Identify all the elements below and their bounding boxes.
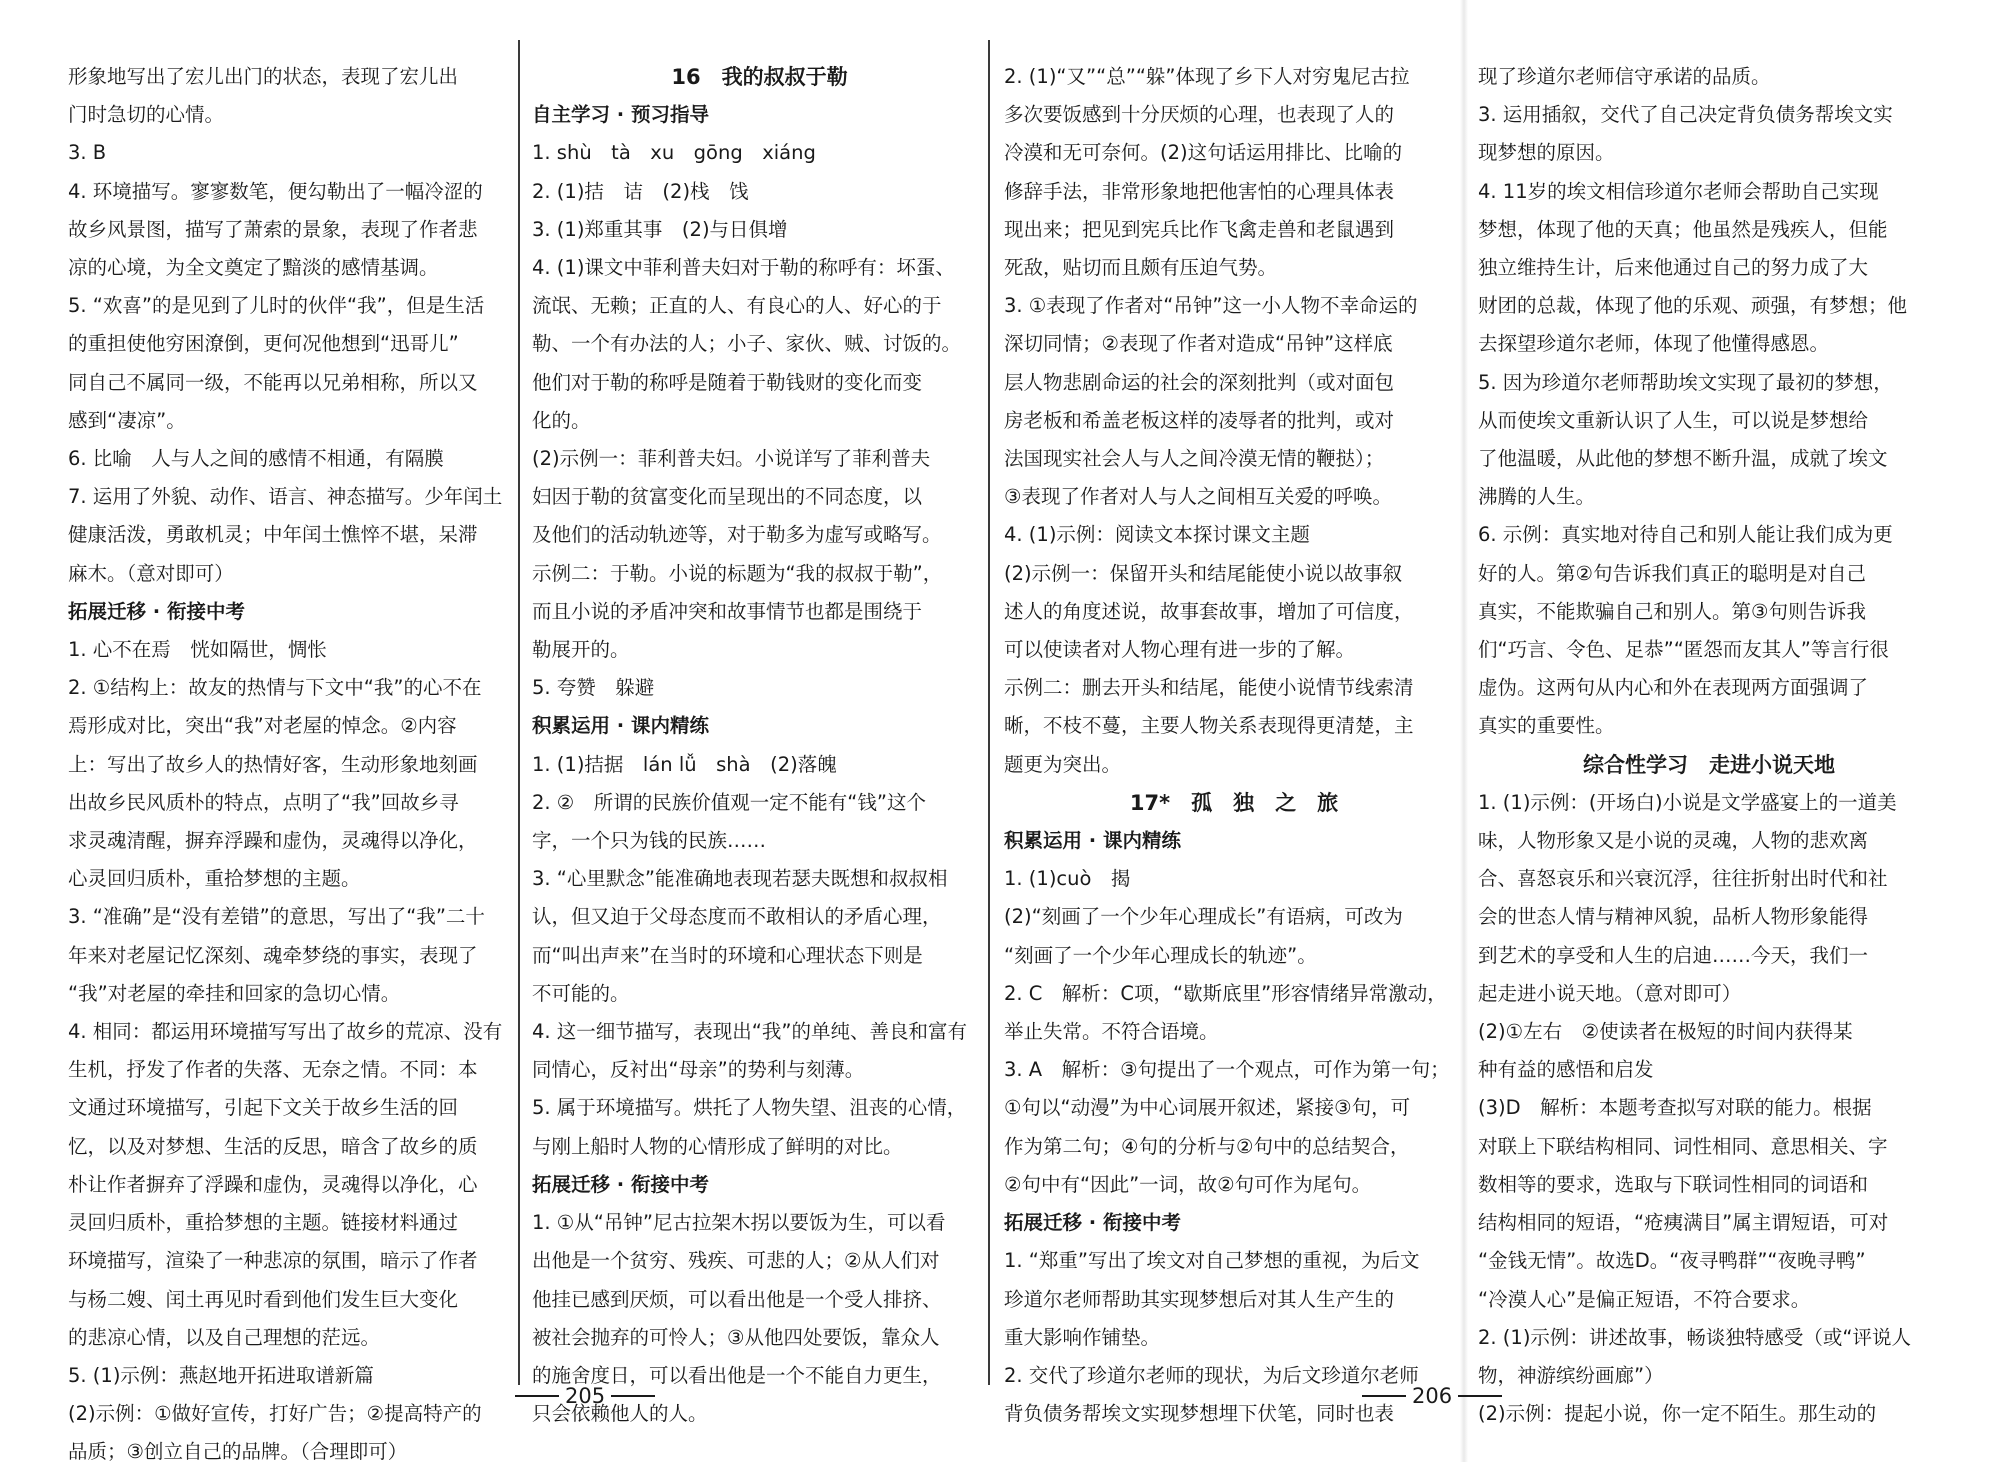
text-line: 2. 交代了珍道尔老师的现状，为后文珍道尔老师	[1004, 1363, 1419, 1387]
text-line: 麻木。（意对即可）	[68, 561, 234, 585]
section-title-16: 16 我的叔叔于勒	[671, 65, 848, 89]
text-line: 求灵魂清醒，摒弃浮躁和虚伪，灵魂得以净化，	[68, 829, 478, 853]
text-line: 生机，抒发了作者的失落、无奈之情。不同：本	[68, 1058, 478, 1082]
text-line: 现了珍道尔老师信守承诺的品质。	[1478, 65, 1771, 88]
text-line: 们“巧言、令色、足恭”“匿怨而友其人”等言行很	[1478, 638, 1889, 662]
text-line: 结构相同的短语，“疮痍满目”属主谓短语，可对	[1478, 1211, 1889, 1235]
text-line: 品质；③创立自己的品牌。（合理即可）	[68, 1440, 408, 1464]
text-line: 3. A 解析：③句提出了一个观点，可作为第一句；	[1004, 1058, 1450, 1082]
text-line: 去探望珍道尔老师，体现了他懂得感恩。	[1478, 332, 1830, 356]
text-line: 同自己不属同一级，不能再以兄弟相称，所以又	[68, 370, 478, 394]
text-line: 5. “欢喜”的是见到了儿时的伙伴“我”，但是生活	[68, 294, 485, 318]
text-line: ③表现了作者对人与人之间相互关爱的呼唤。	[1004, 485, 1392, 509]
text-line: 真实的重要性。	[1478, 714, 1615, 738]
text-line: 焉形成对比，突出“我”对老屋的悼念。②内容	[68, 714, 457, 738]
text-line: 深切同情；②表现了作者对造成“吊钟”这样底	[1004, 332, 1393, 356]
text-line: 7. 运用了外貌、动作、语言、神态描写。少年闰土	[68, 485, 503, 509]
text-line: (2)示例一：保留开头和结尾能使小说以故事叙	[1004, 561, 1403, 585]
text-line: (2)示例：提起小说，你一定不陌生。那生动的	[1478, 1402, 1877, 1426]
text-line: 健康活泼，勇敢机灵；中年闰土憔悴不堪，呆滞	[68, 523, 478, 547]
text-line: 2. (1)示例：讲述故事，畅谈独特感受（或“评说人	[1478, 1325, 1912, 1349]
text-line: 数相等的要求，选取与下联词性相同的词语和	[1478, 1172, 1869, 1196]
text-line: 与杨二嫂、闰土再见时看到他们发生巨大变化	[68, 1287, 459, 1311]
text-line: 种有益的感悟和启发	[1478, 1058, 1654, 1082]
text-line: 灵回归质朴，重拾梦想的主题。链接材料通过	[68, 1211, 459, 1235]
text-line: 房老板和希盖老板这样的凌辱者的批判，或对	[1004, 408, 1395, 432]
text-line: 独立维持生计，后来他通过自己的努力成了大	[1478, 256, 1869, 280]
text-line: 1. “郑重”写出了埃文对自己梦想的重视，为后文	[1004, 1249, 1420, 1273]
text-line: 4. (1)示例：阅读文本探讨课文主题	[1004, 523, 1310, 547]
text-line: 2. (1)“又”“总”“躲”体现了乡下人对穷鬼尼古拉	[1004, 65, 1410, 88]
text-line: 5. 属于环境描写。烘托了人物失望、沮丧的心情，	[532, 1096, 967, 1120]
text-line: 味，人物形象又是小说的灵魂，人物的悲欢离	[1478, 829, 1869, 853]
text-line: 1. (1)示例：(开场白)小说是文学盛宴上的一道美	[1478, 790, 1897, 814]
subsection-heading: 拓展迁移 · 衔接中考	[68, 599, 245, 623]
text-line: 合、喜怒哀乐和兴衰沉浮，往往折射出时代和社	[1478, 867, 1888, 891]
text-line: 4. 环境描写。寥寥数笔，便勾勒出了一幅冷涩的	[68, 179, 483, 203]
text-line: 年来对老屋记忆深刻、魂牵梦绕的事实，表现了	[68, 943, 478, 967]
text-line: 及他们的活动轨迹等，对于勒多为虚写或略写。	[532, 523, 942, 547]
text-line: 背负债务帮埃文实现梦想埋下伏笔，同时也表	[1004, 1402, 1395, 1426]
text-line: 梦想，体现了他的天真；他虽然是残疾人，但能	[1478, 217, 1888, 241]
text-line: 示例二：删去开头和结尾，能使小说情节线索清	[1004, 676, 1414, 700]
text-line: 2. (1)拮 诘 (2)栈 饯	[532, 179, 749, 203]
text-line: 1. shù tà xu gōng xiáng	[532, 141, 816, 165]
text-line: 法国现实社会人与人之间冷漠无情的鞭挞）；	[1004, 447, 1385, 471]
text-line: 1. ①从“吊钟”尼古拉架木拐以要饭为生，可以看	[532, 1211, 946, 1235]
text-line: 6. 示例：真实地对待自己和别人能让我们成为更	[1478, 523, 1893, 547]
text-line: 化的。	[532, 408, 591, 432]
text-line: (2)“刻画了一个少年心理成长”有语病，可改为	[1004, 905, 1403, 929]
text-line: 他挂已感到厌烦，可以看出他是一个受人排挤、	[532, 1287, 942, 1311]
text-line: 重大影响作铺垫。	[1004, 1325, 1161, 1349]
text-line: 2. ② 所谓的民族价值观一定不能有“钱”这个	[532, 790, 926, 814]
text-line: (2)示例一：菲利普夫妇。小说详写了菲利普夫	[532, 447, 931, 471]
page-number-left: 205	[515, 1384, 655, 1408]
text-line: (2)示例：①做好宣传，打好广告；②提高特产的	[68, 1402, 482, 1426]
subsection-heading: 拓展迁移 · 衔接中考	[1004, 1211, 1181, 1235]
text-line: 3. “心里默念”能准确地表现若瑟夫既想和叔叔相	[532, 867, 948, 891]
text-line: 物，神游缤纷画廊”）	[1478, 1363, 1664, 1387]
column-1	[68, 58, 516, 1472]
section-title: 综合性学习 走进小说天地	[1583, 752, 1835, 777]
text-line: 与刚上船时人物的心情形成了鲜明的对比。	[532, 1134, 903, 1158]
text-line: 5. (1)示例：燕赵地开拓进取谱新篇	[68, 1363, 374, 1387]
text-line: 认，但又迫于父母态度而不敢相认的矛盾心理，	[532, 905, 942, 929]
text-line: 作为第二句；④句的分析与②句中的总结契合，	[1004, 1134, 1410, 1158]
text-line: 珍道尔老师帮助其实现梦想后对其人生产生的	[1004, 1287, 1395, 1311]
text-line: 1. (1)拮据 lán lǚ shà (2)落魄	[532, 752, 837, 776]
text-line: (2)①左右 ②使读者在极短的时间内获得某	[1478, 1020, 1853, 1044]
text-line: 勒展开的。	[532, 638, 630, 662]
text-line: 他们对于勒的称呼是随着于勒钱财的变化而变	[532, 370, 923, 394]
text-line: 虚伪。这两句从内心和外在表现两方面强调了	[1478, 676, 1869, 700]
text-line: 会的世态人情与精神风貌，品析人物形象能得	[1478, 905, 1869, 929]
text-line: 朴让作者摒弃了浮躁和虚伪，灵魂得以净化，心	[68, 1172, 478, 1196]
text-line: 而且小说的矛盾冲突和故事情节也都是围绕于	[532, 599, 923, 623]
text-line: 1. (1)cuò 揭	[1004, 867, 1131, 891]
text-line: 出故乡民风质朴的特点，点明了“我”回故乡寻	[68, 790, 459, 814]
text-line: 忆，以及对梦想、生活的反思，暗含了故乡的质	[68, 1134, 478, 1158]
column-2-body	[532, 96, 987, 1433]
text-line: 从而使埃文重新认识了人生，可以说是梦想给	[1478, 408, 1869, 432]
text-line: 4. 相同：都运用环境描写写出了故乡的荒凉、没有	[68, 1020, 503, 1044]
text-line: 现出来；把见到宪兵比作飞禽走兽和老鼠遇到	[1004, 217, 1395, 241]
text-line: 举止失常。不符合语境。	[1004, 1020, 1219, 1044]
text-line: 上：写出了故乡人的热情好客，生动形象地刻画	[68, 752, 478, 776]
column-2	[532, 58, 987, 1433]
text-line: 冷漠和无可奈何。(2)这句话运用排比、比喻的	[1004, 141, 1403, 165]
text-line: (3)D 解析：本题考查拟写对联的能力。根据	[1478, 1096, 1872, 1120]
text-line: 修辞手法，非常形象地把他害怕的心理具体表	[1004, 179, 1395, 203]
text-line: “金钱无情”。故选D。“夜寻鸭群”“夜晚寻鸭”	[1478, 1249, 1866, 1273]
text-line: 4. (1)课文中菲利普夫妇对于勒的称呼有：坏蛋、	[532, 256, 955, 280]
text-line: 勒、一个有办法的人；小子、家伙、贼、讨饭的。	[532, 332, 962, 356]
text-line: 的重担使他穷困潦倒，更何况他想到“迅哥儿”	[68, 332, 459, 356]
text-line: 故乡风景图，描写了萧索的景象，表现了作者悲	[68, 217, 478, 241]
text-line: 真实，不能欺骗自己和别人。第③句则告诉我	[1478, 599, 1866, 623]
text-line: 现梦想的原因。	[1478, 141, 1615, 165]
text-line: 被社会抛弃的可怜人；③从他四处要饭，靠众人	[532, 1325, 940, 1349]
text-line: 的悲凉心情，以及自己理想的茫远。	[68, 1325, 381, 1349]
text-line: ②句中有“因此”一词，故②句可作为尾句。	[1004, 1172, 1372, 1196]
text-line: 流氓、无赖；正直的人、有良心的人、好心的于	[532, 294, 942, 318]
text-line: 沸腾的人生。	[1478, 485, 1596, 509]
text-line: 4. 11岁的埃文相信珍道尔老师会帮助自己实现	[1478, 179, 1879, 203]
text-line: 多次要饭感到十分厌烦的心理，也表现了人的	[1004, 103, 1395, 127]
text-line: 3. B	[68, 141, 107, 165]
text-line: ①句以“动漫”为中心词展开叙述，紧接③句，可	[1004, 1096, 1411, 1120]
text-line: “我”对老屋的牵挂和回家的急切心情。	[68, 981, 401, 1005]
text-line: 1. 心不在焉 恍如隔世，惆怅	[68, 638, 327, 662]
section-title: 17* 孤 独 之 旅	[1129, 790, 1339, 815]
text-line: 述人的角度述说，故事套故事，增加了可信度，	[1004, 599, 1414, 623]
text-line: 起走进小说天地。（意对即可）	[1478, 981, 1742, 1005]
column-3	[1004, 58, 1464, 1433]
text-line: 门时急切的心情。	[68, 103, 225, 127]
text-line: 不可能的。	[532, 981, 630, 1005]
page-number-right: 206	[1362, 1384, 1502, 1408]
subsection-heading: 积累运用 · 课内精练	[1004, 829, 1181, 853]
text-line: 4. 这一细节描写，表现出“我”的单纯、善良和富有	[532, 1020, 968, 1044]
text-line: 6. 比喻 人与人之间的感情不相通，有隔膜	[68, 447, 444, 471]
text-line: “冷漠人心”是偏正短语，不符合要求。	[1478, 1287, 1811, 1311]
text-line: 死敌，贴切而且颇有压迫气势。	[1004, 256, 1278, 280]
subsection-heading: 自主学习 · 预习指导	[532, 103, 709, 127]
text-line: 3. “准确”是“没有差错”的意思，写出了“我”二十	[68, 905, 485, 929]
subsection-heading: 拓展迁移 · 衔接中考	[532, 1172, 709, 1196]
text-line: 5. 夸赞 躲避	[532, 676, 655, 700]
text-line: 可以使读者对人物心理有进一步的了解。	[1004, 638, 1356, 662]
column-divider-left	[518, 40, 520, 1385]
text-line: 2. ①结构上：故友的热情与下文中“我”的心不在	[68, 676, 482, 700]
subsection-heading: 积累运用 · 课内精练	[532, 714, 709, 738]
text-line: 感到“凄凉”。	[68, 408, 186, 432]
column-divider-middle	[988, 40, 990, 1385]
text-line: 妇因于勒的贫富变化而呈现出的不同态度，以	[532, 485, 923, 509]
text-line: 好的人。第②句告诉我们真正的聪明是对自己	[1478, 561, 1866, 585]
text-line: 示例二：于勒。小说的标题为“我的叔叔于勒”，	[532, 561, 943, 585]
text-line: 文通过环境描写，引起下文关于故乡生活的回	[68, 1096, 459, 1120]
text-line: 的施舍度日，可以看出他是一个不能自力更生，	[532, 1363, 942, 1387]
text-line: 题更为突出。	[1004, 752, 1122, 776]
text-line: 对联上下联结构相同、词性相同、意思相关、字	[1478, 1134, 1888, 1158]
text-line: 2. C 解析：C项，“歇斯底里”形容情绪异常激动，	[1004, 981, 1447, 1005]
text-line: 3. 运用插叙，交代了自己决定背负债务帮埃文实	[1478, 103, 1893, 127]
text-line: 凉的心境，为全文奠定了黯淡的感情基调。	[68, 256, 439, 280]
text-line: 字，一个只为钱的民族……	[532, 829, 767, 853]
text-line: 环境描写，渲染了一种悲凉的氛围，暗示了作者	[68, 1249, 478, 1273]
text-line: 而“叫出声来”在当时的环境和心理状态下则是	[532, 943, 923, 967]
text-line: 只会依赖他人的人。	[532, 1402, 708, 1426]
text-line: 出他是一个贫穷、残疾、可悲的人；②从人们对	[532, 1249, 940, 1273]
text-line: “刻画了一个少年心理成长的轨迹”。	[1004, 943, 1317, 967]
text-line: 了他温暖，从此他的梦想不断升温，成就了埃文	[1478, 447, 1888, 471]
text-line: 晰，不枝不蔓，主要人物关系表现得更清楚，主	[1004, 714, 1414, 738]
text-line: 同情心，反衬出“母亲”的势利与刻薄。	[532, 1058, 865, 1082]
text-line: 5. 因为珍道尔老师帮助埃文实现了最初的梦想，	[1478, 370, 1893, 394]
text-line: 形象地写出了宏儿出门的状态，表现了宏儿出	[68, 65, 459, 88]
column-4	[1478, 58, 1940, 1433]
text-line: 到艺术的享受和人生的启迪……今天，我们一	[1478, 943, 1869, 967]
text-line: 财团的总裁，体现了他的乐观、顽强，有梦想；他	[1478, 294, 1908, 318]
text-line: 心灵回归质朴，重拾梦想的主题。	[68, 867, 361, 891]
text-line: 3. (1)郑重其事 (2)与日俱增	[532, 217, 788, 241]
text-line: 层人物悲剧命运的社会的深刻批判（或对面包	[1004, 370, 1395, 394]
text-line: 3. ①表现了作者对“吊钟”这一小人物不幸命运的	[1004, 294, 1418, 318]
